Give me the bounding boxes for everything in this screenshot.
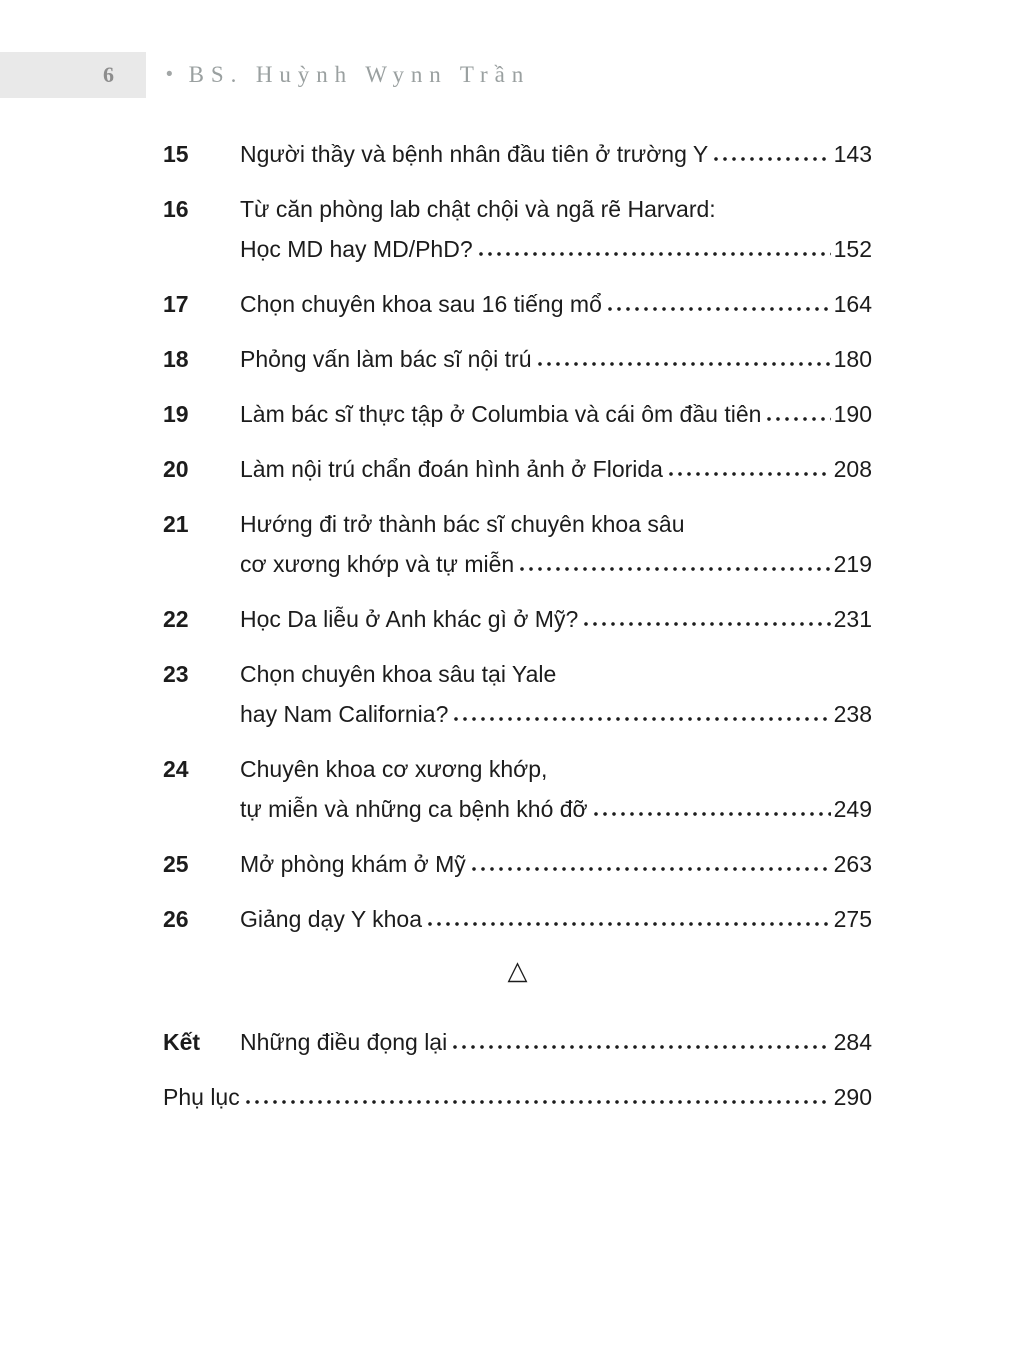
toc-entry — [163, 134, 872, 174]
toc-entry-number: Kết — [163, 1029, 201, 1055]
toc-line — [240, 844, 872, 884]
dot-leader — [538, 361, 831, 367]
toc-entry-content — [163, 1077, 872, 1117]
toc-entry-content — [240, 599, 872, 639]
toc-entry-number: 19 — [163, 401, 189, 427]
toc-entry-title: Chọn chuyên khoa sau 16 tiếng mổ — [240, 291, 602, 317]
dot-leader — [714, 156, 830, 162]
toc-entry — [163, 844, 872, 884]
toc-entry-content — [240, 899, 872, 939]
toc-entry-number: 22 — [163, 606, 189, 632]
toc-line — [240, 544, 872, 584]
toc-line — [240, 749, 872, 789]
toc-entry-title: hay Nam California? — [240, 701, 449, 727]
toc-entry-title: Phụ lục — [163, 1084, 240, 1110]
dot-leader — [453, 1044, 830, 1050]
toc-entry-content — [240, 339, 872, 379]
toc-entry-page: 219 — [833, 551, 872, 577]
toc-entry — [163, 189, 872, 269]
toc-entry-title: cơ xương khớp và tự miễn — [240, 551, 515, 577]
toc-entry-content — [240, 189, 872, 269]
toc-entry-content — [240, 284, 872, 324]
header-bullet-icon: • — [166, 64, 173, 85]
toc-line — [240, 789, 872, 829]
toc-entry-title: Những điều đọng lại — [240, 1029, 448, 1055]
toc-entry-page: 263 — [833, 851, 872, 877]
dot-leader — [479, 251, 831, 257]
toc-line — [240, 189, 872, 229]
toc-entry-page: 164 — [833, 291, 872, 317]
toc-entry-content — [240, 1022, 872, 1062]
toc-entry-number: 15 — [163, 141, 189, 167]
toc-entry-title: Phỏng vấn làm bác sĩ nội trú — [240, 346, 532, 372]
toc-entry-list — [163, 134, 872, 939]
toc-entry — [163, 339, 872, 379]
toc-line — [240, 229, 872, 269]
toc-entry-number: 18 — [163, 346, 189, 372]
toc-line — [240, 599, 872, 639]
header-author: BS. Huỳnh Wynn Trần — [188, 62, 531, 87]
toc-entry-title: Học Da liễu ở Anh khác gì ở Mỹ? — [240, 606, 579, 632]
toc-line — [163, 1077, 872, 1117]
toc-entry — [163, 449, 872, 489]
dot-leader — [594, 811, 831, 817]
toc-entry-content — [240, 394, 872, 434]
page-header — [0, 0, 1028, 98]
toc-entry-page: 238 — [833, 701, 872, 727]
toc-entry-title: Học MD hay MD/PhD? — [240, 236, 473, 262]
toc-line — [240, 134, 872, 174]
toc-entry-title: Chọn chuyên khoa sâu tại Yale — [240, 661, 557, 687]
section-divider-triangle-icon: △ — [507, 955, 528, 985]
toc-entry-content — [240, 449, 872, 489]
dot-leader — [520, 566, 830, 572]
toc-entry — [163, 284, 872, 324]
dot-leader — [428, 921, 831, 927]
toc-footer-list — [163, 1022, 872, 1117]
dot-leader — [767, 416, 830, 422]
toc-entry-title: Mở phòng khám ở Mỹ — [240, 851, 466, 877]
toc-entry — [163, 394, 872, 434]
toc-entry-title: Hướng đi trở thành bác sĩ chuyên khoa sâu — [240, 511, 685, 537]
toc-entry — [163, 1077, 872, 1117]
toc-entry-page: 208 — [833, 456, 872, 482]
toc-entry-title: Chuyên khoa cơ xương khớp, — [240, 756, 548, 782]
toc-entry-page: 231 — [833, 606, 872, 632]
toc-entry-page: 143 — [833, 141, 872, 167]
toc-entry — [163, 504, 872, 584]
toc-entry-content — [240, 504, 872, 584]
dot-leader — [584, 621, 830, 627]
page-number-band — [0, 52, 146, 98]
table-of-contents — [163, 134, 872, 1117]
toc-entry — [163, 599, 872, 639]
toc-entry-title: Làm nội trú chẩn đoán hình ảnh ở Florida — [240, 456, 663, 482]
toc-entry-number: 26 — [163, 906, 189, 932]
toc-entry-title: Giảng dạy Y khoa — [240, 906, 423, 932]
toc-entry-number: 23 — [163, 661, 189, 687]
dot-leader — [454, 716, 830, 722]
toc-entry-number: 17 — [163, 291, 189, 317]
toc-entry-page: 284 — [833, 1029, 872, 1055]
dot-leader — [246, 1099, 831, 1105]
toc-line — [240, 449, 872, 489]
toc-entry-page: 190 — [833, 401, 872, 427]
page-number: 6 — [103, 62, 114, 87]
toc-entry-number: 21 — [163, 511, 189, 537]
toc-entry-title: Người thầy và bệnh nhân đầu tiên ở trường Y — [240, 141, 709, 167]
dot-leader — [669, 471, 831, 477]
toc-entry-content — [240, 654, 872, 734]
dot-leader — [472, 866, 831, 872]
toc-entry — [163, 654, 872, 734]
toc-entry-page: 152 — [833, 236, 872, 262]
toc-entry-page: 275 — [833, 906, 872, 932]
toc-line — [240, 694, 872, 734]
toc-line — [240, 654, 872, 694]
dot-leader — [608, 306, 831, 312]
toc-entry-title: Từ căn phòng lab chật chội và ngã rẽ Harvard: — [240, 196, 716, 222]
toc-line — [240, 1022, 872, 1062]
toc-line — [240, 899, 872, 939]
toc-entry-title: tự miễn và những ca bệnh khó đỡ — [240, 796, 588, 822]
toc-entry-content — [240, 749, 872, 829]
toc-entry-number: 25 — [163, 851, 189, 877]
toc-line — [240, 504, 872, 544]
toc-entry-number: 16 — [163, 196, 189, 222]
toc-entry — [163, 749, 872, 829]
toc-entry-page: 180 — [833, 346, 872, 372]
toc-entry — [163, 1022, 872, 1062]
toc-entry-number: 20 — [163, 456, 189, 482]
toc-entry-content — [240, 134, 872, 174]
toc-line — [240, 339, 872, 379]
toc-entry — [163, 899, 872, 939]
toc-line — [240, 394, 872, 434]
toc-entry-page: 290 — [833, 1084, 872, 1110]
toc-entry-page: 249 — [833, 796, 872, 822]
toc-line — [240, 284, 872, 324]
toc-entry-title: Làm bác sĩ thực tập ở Columbia và cái ôm đầu tiên — [240, 401, 762, 427]
toc-entry-content — [240, 844, 872, 884]
toc-entry-number: 24 — [163, 756, 189, 782]
